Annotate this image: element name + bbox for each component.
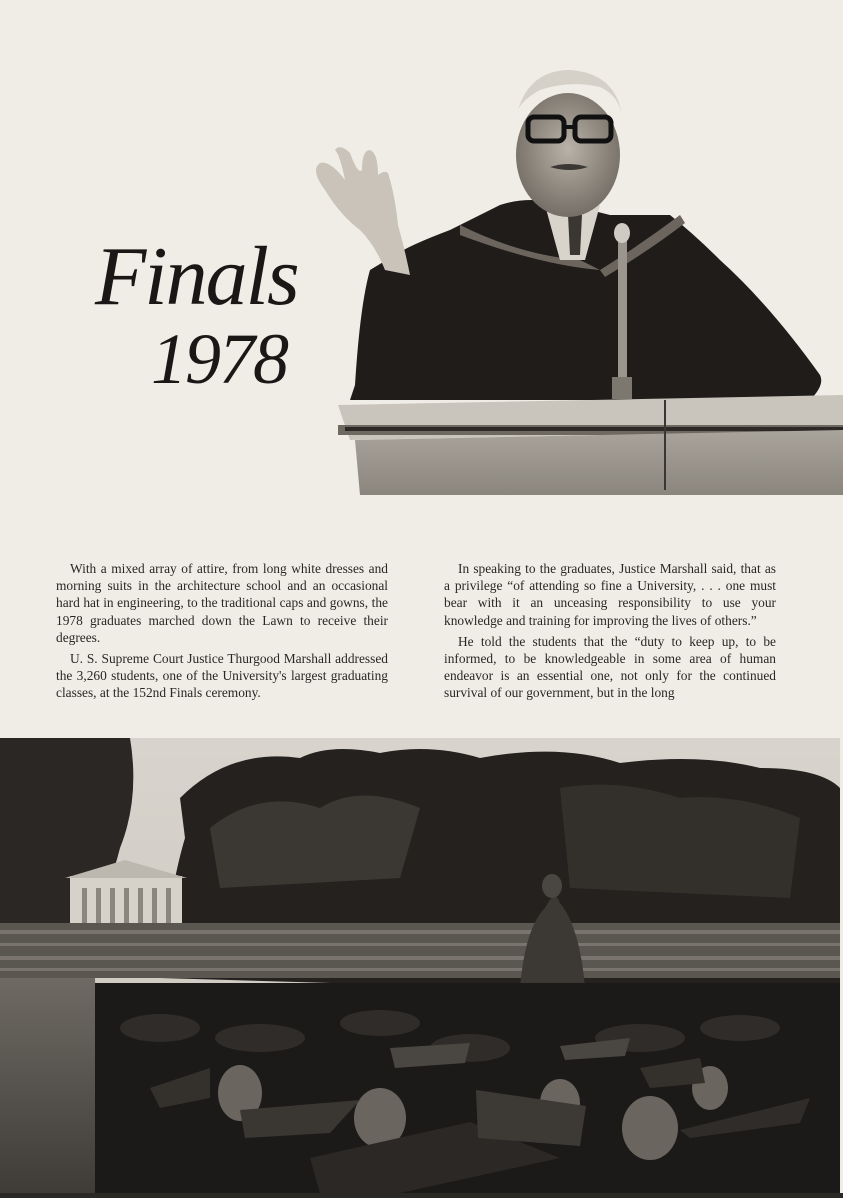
article-right-column	[444, 560, 776, 702]
article-left-column	[56, 560, 388, 702]
page-bottom-edge	[0, 1193, 843, 1198]
speaker-at-podium-photo	[300, 55, 843, 495]
page-title	[95, 230, 315, 399]
paragraph: In speaking to the graduates, Justice Marshall said, that as a privilege “of attending so fine a University, . . . one must bear with it an unceasing responsibility to use your knowledge and training for improving the lives of others.”	[444, 561, 776, 628]
title-year: 1978	[151, 319, 287, 399]
paragraph: U. S. Supreme Court Justice Thurgood Marshall addressed the 3,260 students, one of the University's largest graduating classes, at the 152nd Finals ceremony.	[56, 651, 388, 701]
graduation-crowd-photo	[0, 738, 840, 1193]
paragraph: With a mixed array of attire, from long white dresses and morning suits in the architecture school and an occasional hard hat in engineering, to the traditional caps and gowns, the 1978 graduates marched down the Lawn to receive their degrees.	[56, 561, 388, 645]
paragraph: He told the students that the “duty to keep up, to be informed, to be knowledgeable in some area of human endeavor is an essential one, not only for the continued survival of our government, but in the long	[444, 633, 776, 701]
title-finals: Finals	[95, 230, 298, 323]
